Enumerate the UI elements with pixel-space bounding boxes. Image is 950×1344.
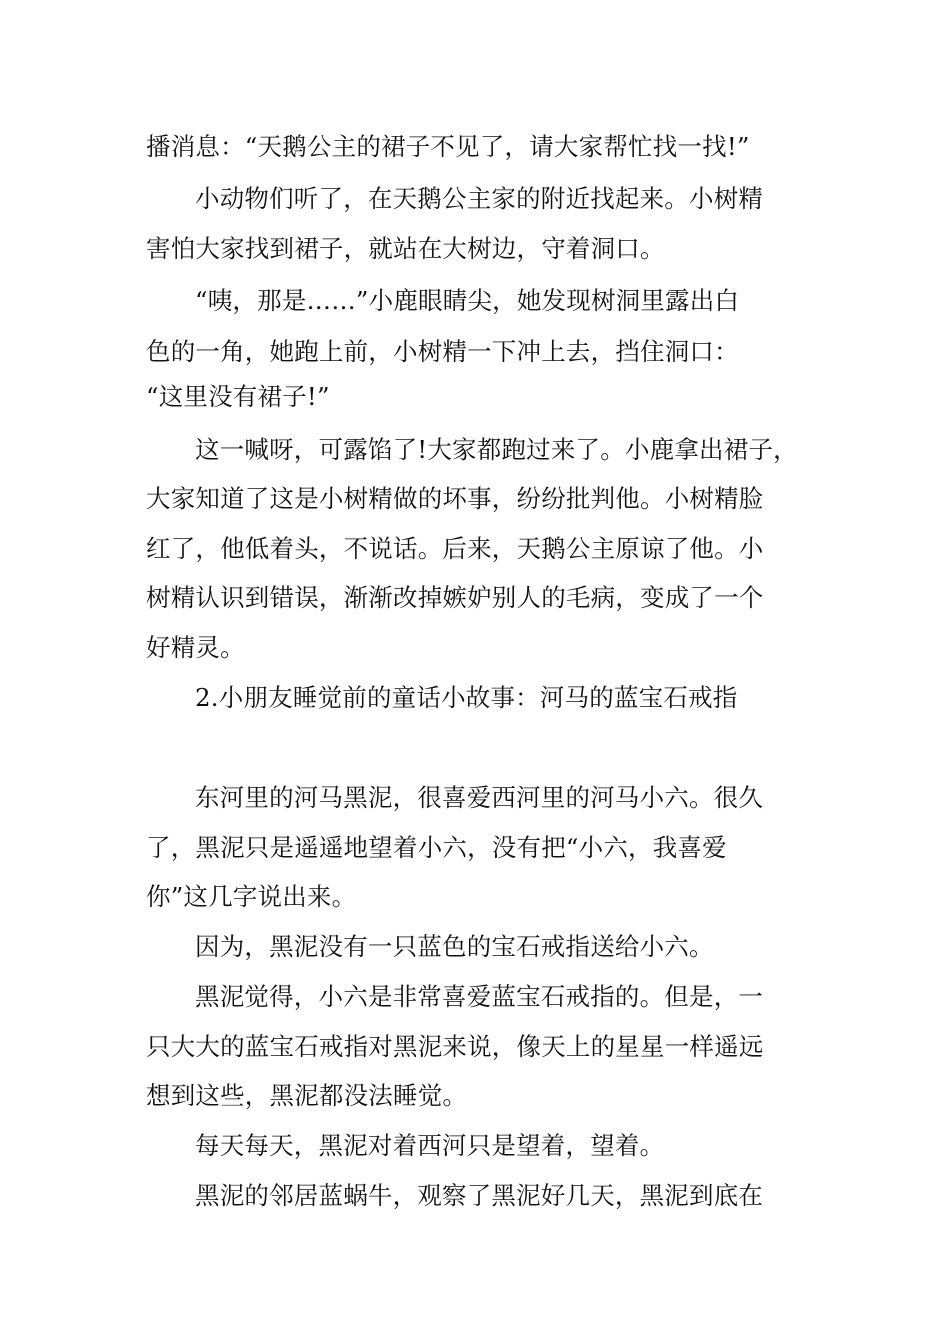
paragraph-line: 只大大的蓝宝石戒指对黑泥来说，像天上的星星一样遥远 [146,1032,764,1061]
paragraph-line: 色的一角，她跑上前，小树精一下冲上去，挡住洞口： [146,337,739,366]
paragraph-line: 这一喊呀，可露馅了!大家都跑过来了。小鹿拿出裙子， [195,435,798,464]
paragraph-line: 你”这几字说出来。 [146,882,357,911]
paragraph-line: 红了，他低着头，不说话。后来，天鹅公主原谅了他。小 [146,534,764,563]
paragraph-line: 害怕大家找到裙子，就站在大树边，守着洞口。 [146,234,665,263]
paragraph-line: 黑泥的邻居蓝蜗牛，观察了黑泥好几天，黑泥到底在 [195,1181,764,1210]
paragraph-line: “这里没有裙子!” [146,382,330,411]
paragraph-line: 播消息：“天鹅公主的裙子不见了，请大家帮忙找一找!” [146,132,750,161]
paragraph-line: 东河里的河马黑泥，很喜爱西河里的河马小六。很久 [195,783,764,812]
paragraph-line: 树精认识到错误，渐渐改掉嫉妒别人的毛病，变成了一个 [146,583,764,612]
section-heading: 2.小朋友睡觉前的童话小故事：河马的蓝宝石戒指 [195,683,738,712]
paragraph-line: “咦，那是……”小鹿眼睛尖，她发现树洞里露出白 [195,286,740,315]
paragraph-line: 了，黑泥只是遥遥地望着小六，没有把“小六，我喜爱 [146,833,727,862]
paragraph-line: 大家知道了这是小树精做的坏事，纷纷批判他。小树精脸 [146,484,764,513]
paragraph-line: 因为，黑泥没有一只蓝色的宝石戒指送给小六。 [195,932,714,961]
paragraph-line: 小动物们听了，在天鹅公主家的附近找起来。小树精 [195,184,764,213]
paragraph-line: 好精灵。 [146,633,245,662]
paragraph-line: 黑泥觉得，小六是非常喜爱蓝宝石戒指的。但是，一 [195,982,764,1011]
paragraph-line: 每天每天，黑泥对着西河只是望着，望着。 [195,1131,665,1160]
paragraph-line: 想到这些，黑泥都没法睡觉。 [146,1081,468,1110]
